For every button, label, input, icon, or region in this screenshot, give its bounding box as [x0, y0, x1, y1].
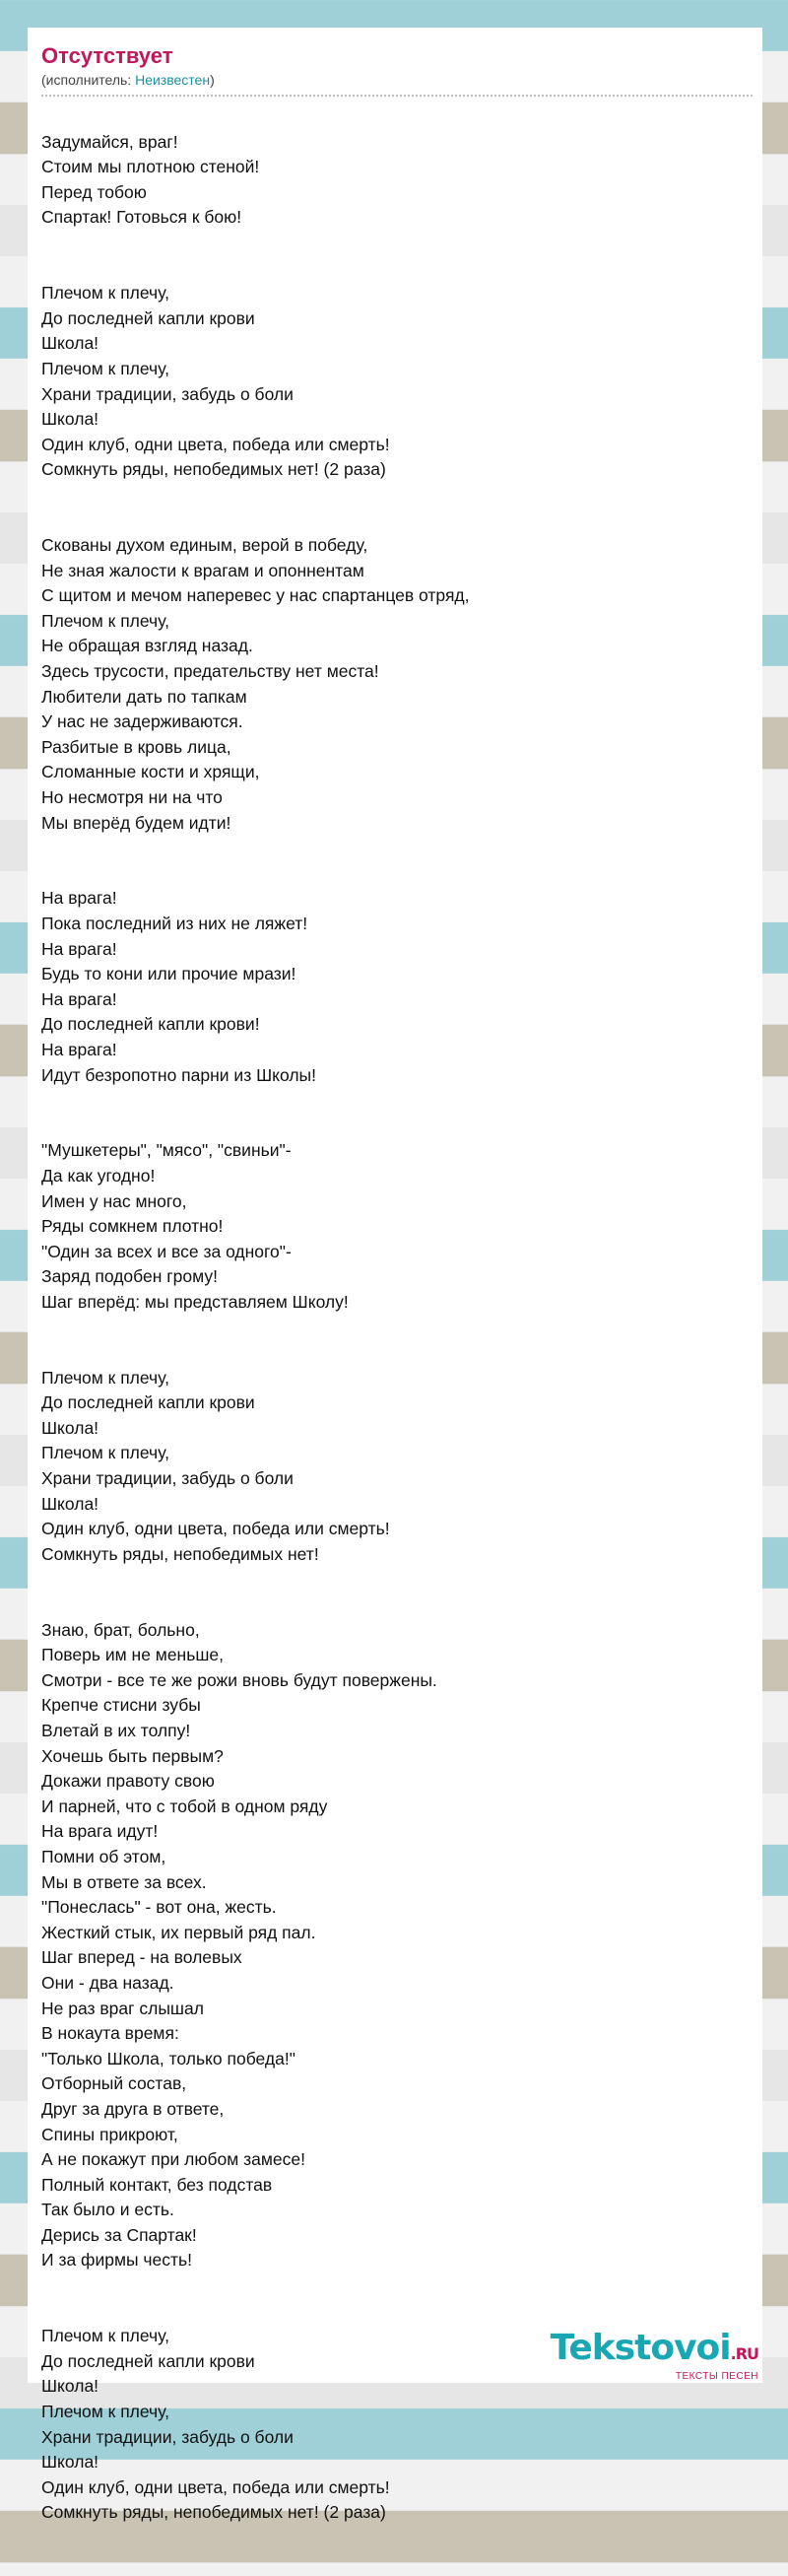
- artist-line: [41, 71, 749, 89]
- lyrics-body: [41, 104, 749, 2576]
- lyrics-card: [28, 28, 762, 2523]
- lyrics-stanza: На врага! Пока последний из них не ляжет! На врага! Будь то кони или прочие мрази! На врага! До последней капли крови! На врага! Идут безропотно парни из Школы!: [41, 888, 316, 1085]
- artist-suffix: ): [210, 72, 215, 88]
- lyrics-stanza: Задумайся, враг! Стоим мы плотною стеной! Перед тобою Спартак! Готовься к бою!: [41, 131, 260, 228]
- lyrics-stanza: Плечом к плечу, До последней капли крови Школа! Плечом к плечу, Храни традиции, забудь о боли Школа! Один клуб, одни цвета, победа или смерть! Сомкнуть ряды, непобедимых нет! (2 раза): [41, 2326, 390, 2523]
- logo-tld: .RU: [730, 2344, 758, 2363]
- logo-name: Tekstovoi: [550, 2328, 731, 2368]
- logo-tagline: ТЕКСТЫ ПЕСЕН: [675, 2371, 758, 2382]
- artist-prefix: (исполнитель:: [41, 72, 136, 88]
- lyrics-stanza: Плечом к плечу, До последней капли крови Школа! Плечом к плечу, Храни традиции, забудь о боли Школа! Один клуб, одни цвета, победа или смерть! Сомкнуть ряды, непобедимых нет! (2 раза): [41, 283, 390, 480]
- artist-link[interactable]: Неизвестен: [135, 72, 211, 88]
- divider: [41, 95, 753, 97]
- site-logo[interactable]: [551, 2330, 758, 2383]
- lyrics-stanza: "Мушкетеры", "мясо", "свиньи"- Да как угодно! Имен у нас много, Ряды сомкнем плотно! "Один за всех и все за одного"- Заряд подобен грому! Шаг вперёд: мы представляем Школу!: [41, 1140, 349, 1312]
- lyrics-stanza: Знаю, брат, больно, Поверь им не меньше, Смотри - все те же рожи вновь будут повержены. Крепче стисни зубы Влетай в их толпу! Хочешь быть первым? Докажи правоту свою И парней, что с тобой в одном ряду На врага идут! Помни об этом, Мы в ответе за всех. "Понеслась" - вот она, жесть. Жесткий стык, их первый ряд пал. Шаг вперед - на волевых Они - два назад. Не раз враг слышал В нокаута время: "Только Школа, только победа!" Отборный состав, Друг за друга в ответе, Спины прикроют, А не покажут при любом замесе! Полный контакт, без подстав Так было и есть. Дерись за Спартак! И за фирмы честь!: [41, 1619, 437, 2271]
- logo-wordmark: [551, 2330, 758, 2373]
- lyrics-stanza: Скованы духом единым, верой в победу, Не зная жалости к врагам и опоннентам С щитом и мечом наперевес у нас спартанцев отряд, Плечом к плечу, Не обращая взгляд назад. Здесь трусости, предательству нет места! Любители дать по тапкам У нас не задерживаются. Разбитые в кровь лица, Сломанные кости и хрящи, Но несмотря ни на что Мы вперёд будем идти!: [41, 535, 470, 833]
- song-title: Отсутствует: [41, 43, 173, 68]
- lyrics-stanza: Плечом к плечу, До последней капли крови Школа! Плечом к плечу, Храни традиции, забудь о боли Школа! Один клуб, одни цвета, победа или смерть! Сомкнуть ряды, непобедимых нет!: [41, 1367, 390, 1564]
